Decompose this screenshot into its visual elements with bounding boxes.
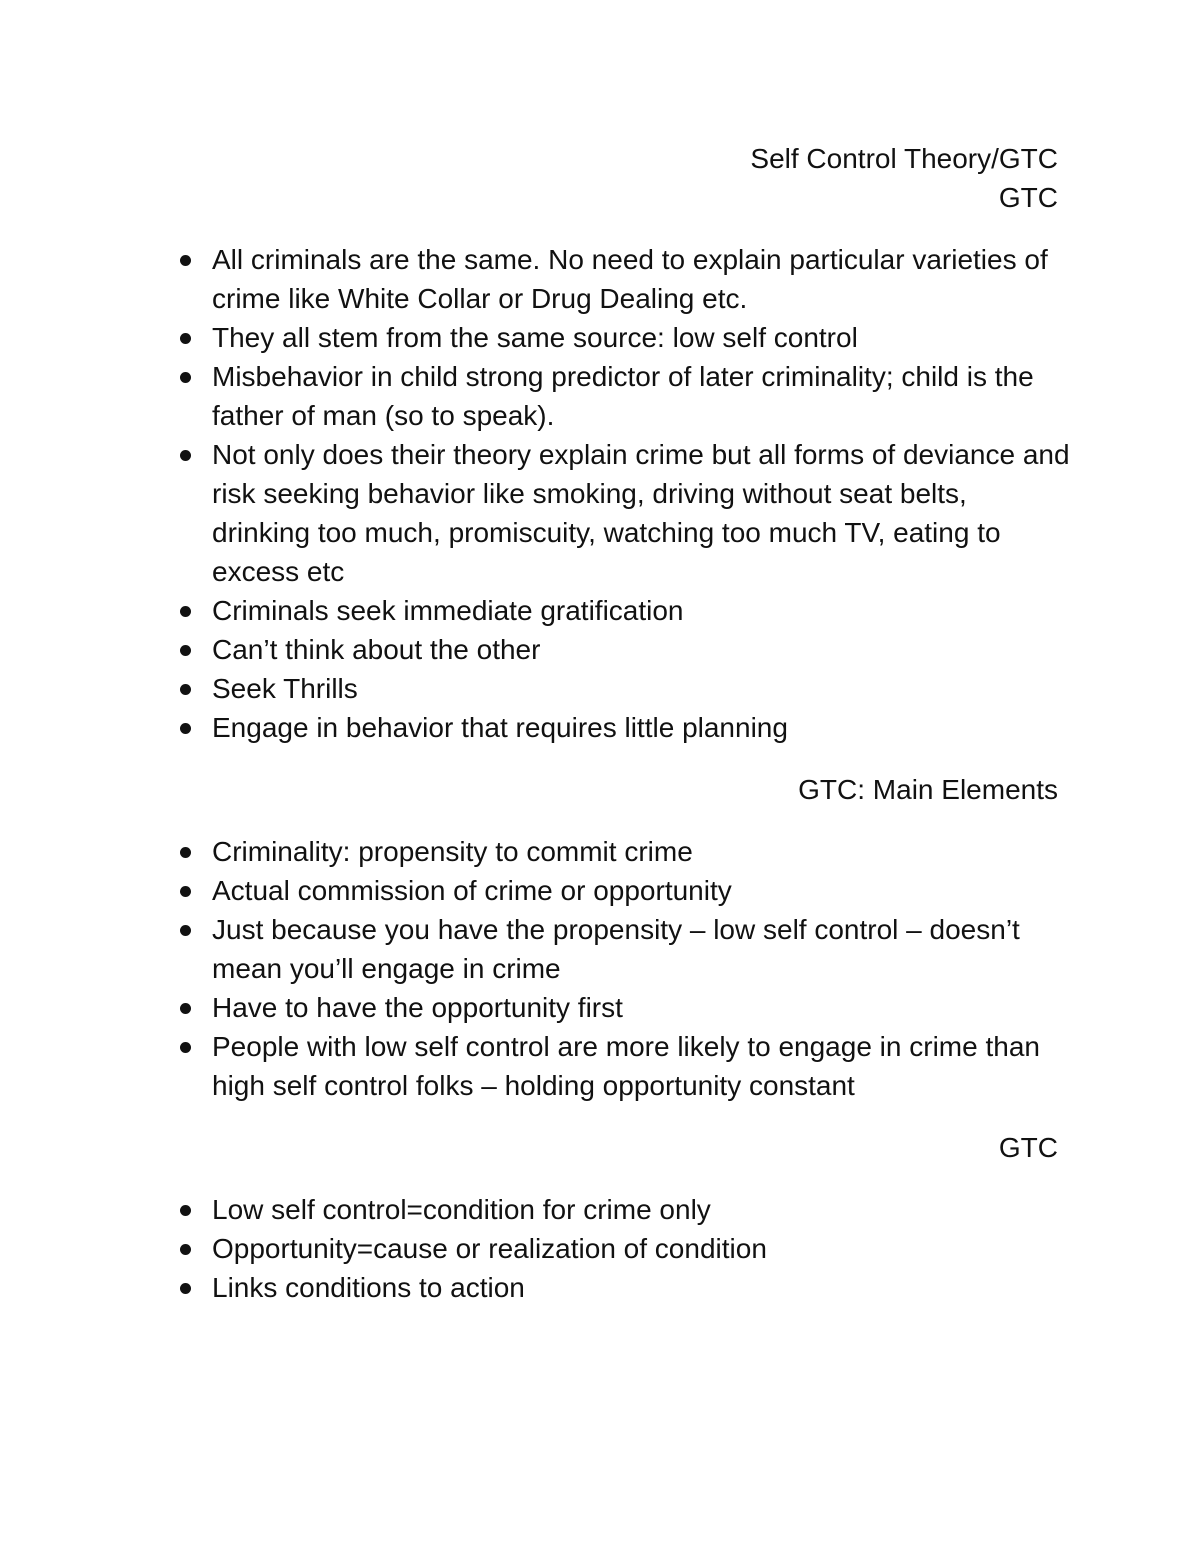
- list-item-text: Opportunity=cause or realization of condition: [212, 1233, 767, 1264]
- bullet-icon: [180, 723, 191, 734]
- bullet-icon: [180, 1003, 191, 1014]
- bullet-icon: [180, 255, 191, 266]
- bullet-icon: [180, 606, 191, 617]
- list-item: [0, 708, 1072, 747]
- list-item-text: Not only does their theory explain crime but all forms of deviance and risk seeking behavior like smoking, driving without seat belts, drinking too much, promiscuity, watching too much TV, eating to excess etc: [212, 439, 1070, 587]
- list-item-text: Just because you have the propensity – low self control – doesn’t mean you’ll engage in crime: [212, 914, 1020, 984]
- bullet-icon: [180, 1205, 191, 1216]
- list-item: [0, 435, 1072, 591]
- bullet-list-section-2: [0, 832, 1200, 1105]
- document-title: Self Control Theory/GTC: [750, 143, 1058, 174]
- bullet-icon: [180, 1042, 191, 1053]
- list-item-text: They all stem from the same source: low self control: [212, 322, 858, 353]
- list-item-text: All criminals are the same. No need to explain particular varieties of crime like White Collar or Drug Dealing etc.: [212, 244, 1048, 314]
- bullet-icon: [180, 1283, 191, 1294]
- list-item: [0, 1268, 1072, 1307]
- list-item: [0, 591, 1072, 630]
- bullet-icon: [180, 684, 191, 695]
- list-item: [0, 669, 1072, 708]
- bullet-list-section-1: [0, 240, 1200, 747]
- list-item-text: Seek Thrills: [212, 673, 358, 704]
- list-item: [0, 832, 1072, 871]
- list-item: [0, 1027, 1072, 1105]
- list-item-text: People with low self control are more likely to engage in crime than high self control folks – holding opportunity constant: [212, 1031, 1040, 1101]
- list-item-text: Misbehavior in child strong predictor of later criminality; child is the father of man (so to speak).: [212, 361, 1034, 431]
- list-item: [0, 910, 1072, 988]
- section-heading-main-elements: GTC: Main Elements: [798, 774, 1058, 805]
- document-subtitle: GTC: [998, 182, 1058, 213]
- list-item: [0, 240, 1072, 318]
- list-item: [0, 1190, 1072, 1229]
- list-item: [0, 988, 1072, 1027]
- list-item: [0, 871, 1072, 910]
- bullet-list-section-3: [0, 1190, 1200, 1307]
- list-item: [0, 318, 1072, 357]
- list-item: [0, 1229, 1072, 1268]
- list-item-text: Criminality: propensity to commit crime: [212, 836, 693, 867]
- list-item-text: Engage in behavior that requires little planning: [212, 712, 788, 743]
- bullet-icon: [180, 333, 191, 344]
- list-item-text: Actual commission of crime or opportunity: [212, 875, 732, 906]
- bullet-icon: [180, 645, 191, 656]
- list-item-text: Can’t think about the other: [212, 634, 541, 665]
- list-item-text: Links conditions to action: [212, 1272, 525, 1303]
- bullet-icon: [180, 372, 191, 383]
- list-item-text: Have to have the opportunity first: [212, 992, 623, 1023]
- bullet-icon: [180, 450, 191, 461]
- bullet-icon: [180, 886, 191, 897]
- section-heading-gtc: GTC: [998, 1132, 1058, 1163]
- bullet-icon: [180, 1244, 191, 1255]
- list-item: [0, 357, 1072, 435]
- bullet-icon: [180, 925, 191, 936]
- list-item-text: Criminals seek immediate gratification: [212, 595, 684, 626]
- list-item-text: Low self control=condition for crime only: [212, 1194, 711, 1225]
- list-item: [0, 630, 1072, 669]
- bullet-icon: [180, 847, 191, 858]
